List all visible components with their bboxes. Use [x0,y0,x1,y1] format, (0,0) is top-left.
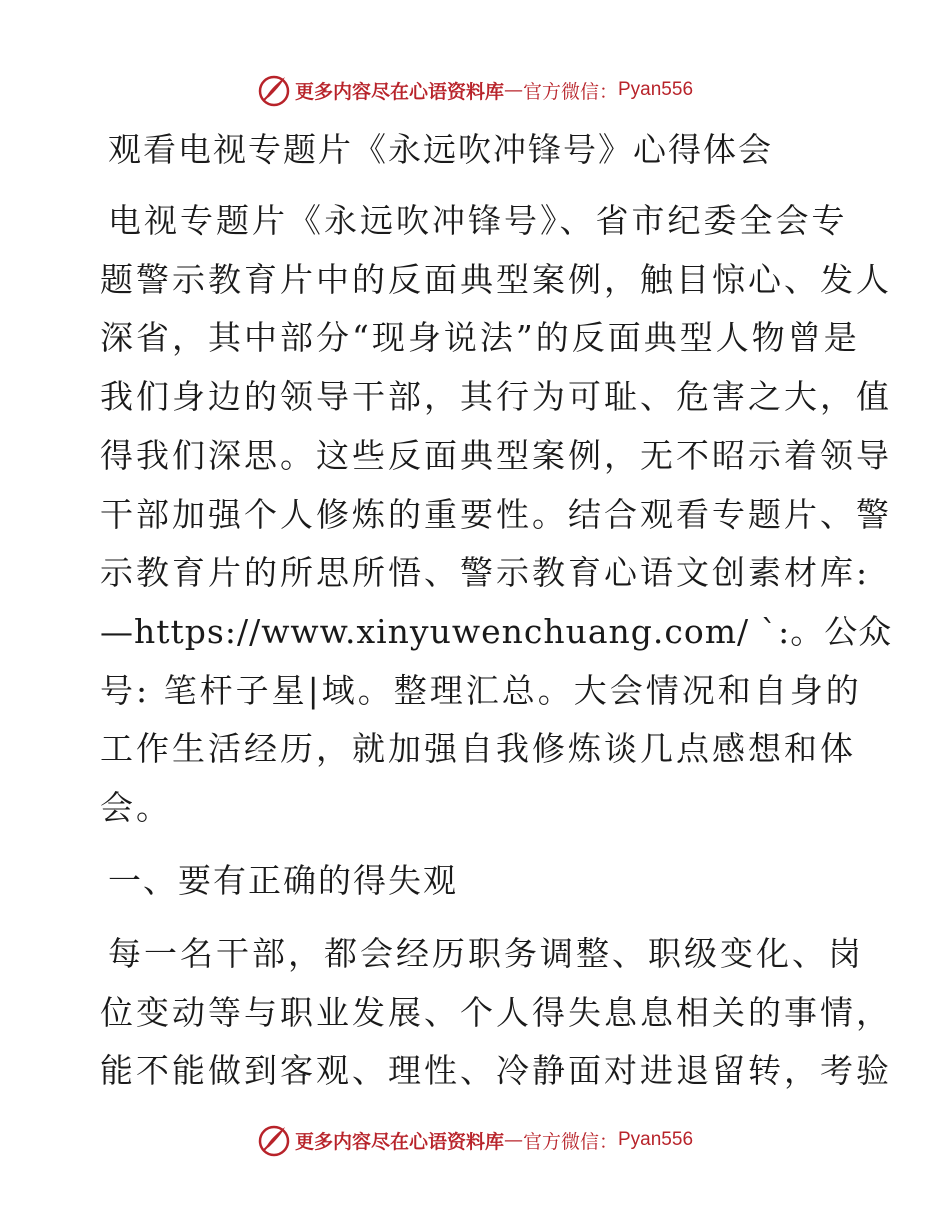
banner-separator: — [503,1129,523,1151]
quill-pen-logo-icon [257,1123,291,1157]
section-heading: 一、要有正确的得失观 [108,861,458,900]
document-title: 观看电视专题片《永远吹冲锋号》心得体会 [108,130,773,169]
banner-wechat-id: Pyan556 [618,1129,694,1150]
paragraph-line: 号: 笔杆子星|域。整理汇总。大会情况和自身的 [100,670,862,710]
intro-paragraph [100,192,893,838]
banner-wechat-id: Pyan556 [618,79,694,100]
banner-text: 更多内容尽在心语资料库 [294,1130,504,1153]
banner-text: 更多内容尽在心语资料库 [294,80,504,103]
section-paragraph [100,925,892,1101]
paragraph-line: 工作生活经历，就加强自我修炼谈几点感想和体 [100,729,856,769]
paragraph-line: 示教育片的所思所悟、警示教育心语文创素材库: [100,553,871,593]
paragraph-line: 位变动等与职业发展、个人得失息息相关的事情， [100,992,892,1032]
paragraph-line: —https://www.xinyuwenchuang.com/ `:。公众 [100,611,893,651]
paragraph-line: 电视专题片《永远吹冲锋号》、省市纪委全会专 [108,201,848,240]
footer-banner [0,1120,950,1160]
paragraph-line: 题警示教育片中的反面典型案例，触目惊心、发人 [100,259,892,299]
paragraph-line: 干部加强个人修炼的重要性。结合观看专题片、警 [100,494,892,534]
paragraph-line: 我们身边的领导干部，其行为可耻、危害之大，值 [100,377,892,417]
header-banner [0,70,950,110]
paragraph-line: 会。 [100,788,172,828]
paragraph-line: 深省，其中部分“现身说法”的反面典型人物曾是 [100,318,860,358]
paragraph-line: 每一名干部，都会经历职务调整、职级变化、岗 [108,934,864,973]
paragraph-line: 能不能做到客观、理性、冷静面对进退留转，考验 [100,1051,892,1091]
banner-separator: — [503,79,523,101]
paragraph-line: 得我们深思。这些反面典型案例，无不昭示着领导 [100,435,892,475]
banner-wechat-label: 官方微信： [522,1130,618,1153]
quill-pen-logo-icon [257,73,291,107]
banner-wechat-label: 官方微信： [522,80,618,103]
